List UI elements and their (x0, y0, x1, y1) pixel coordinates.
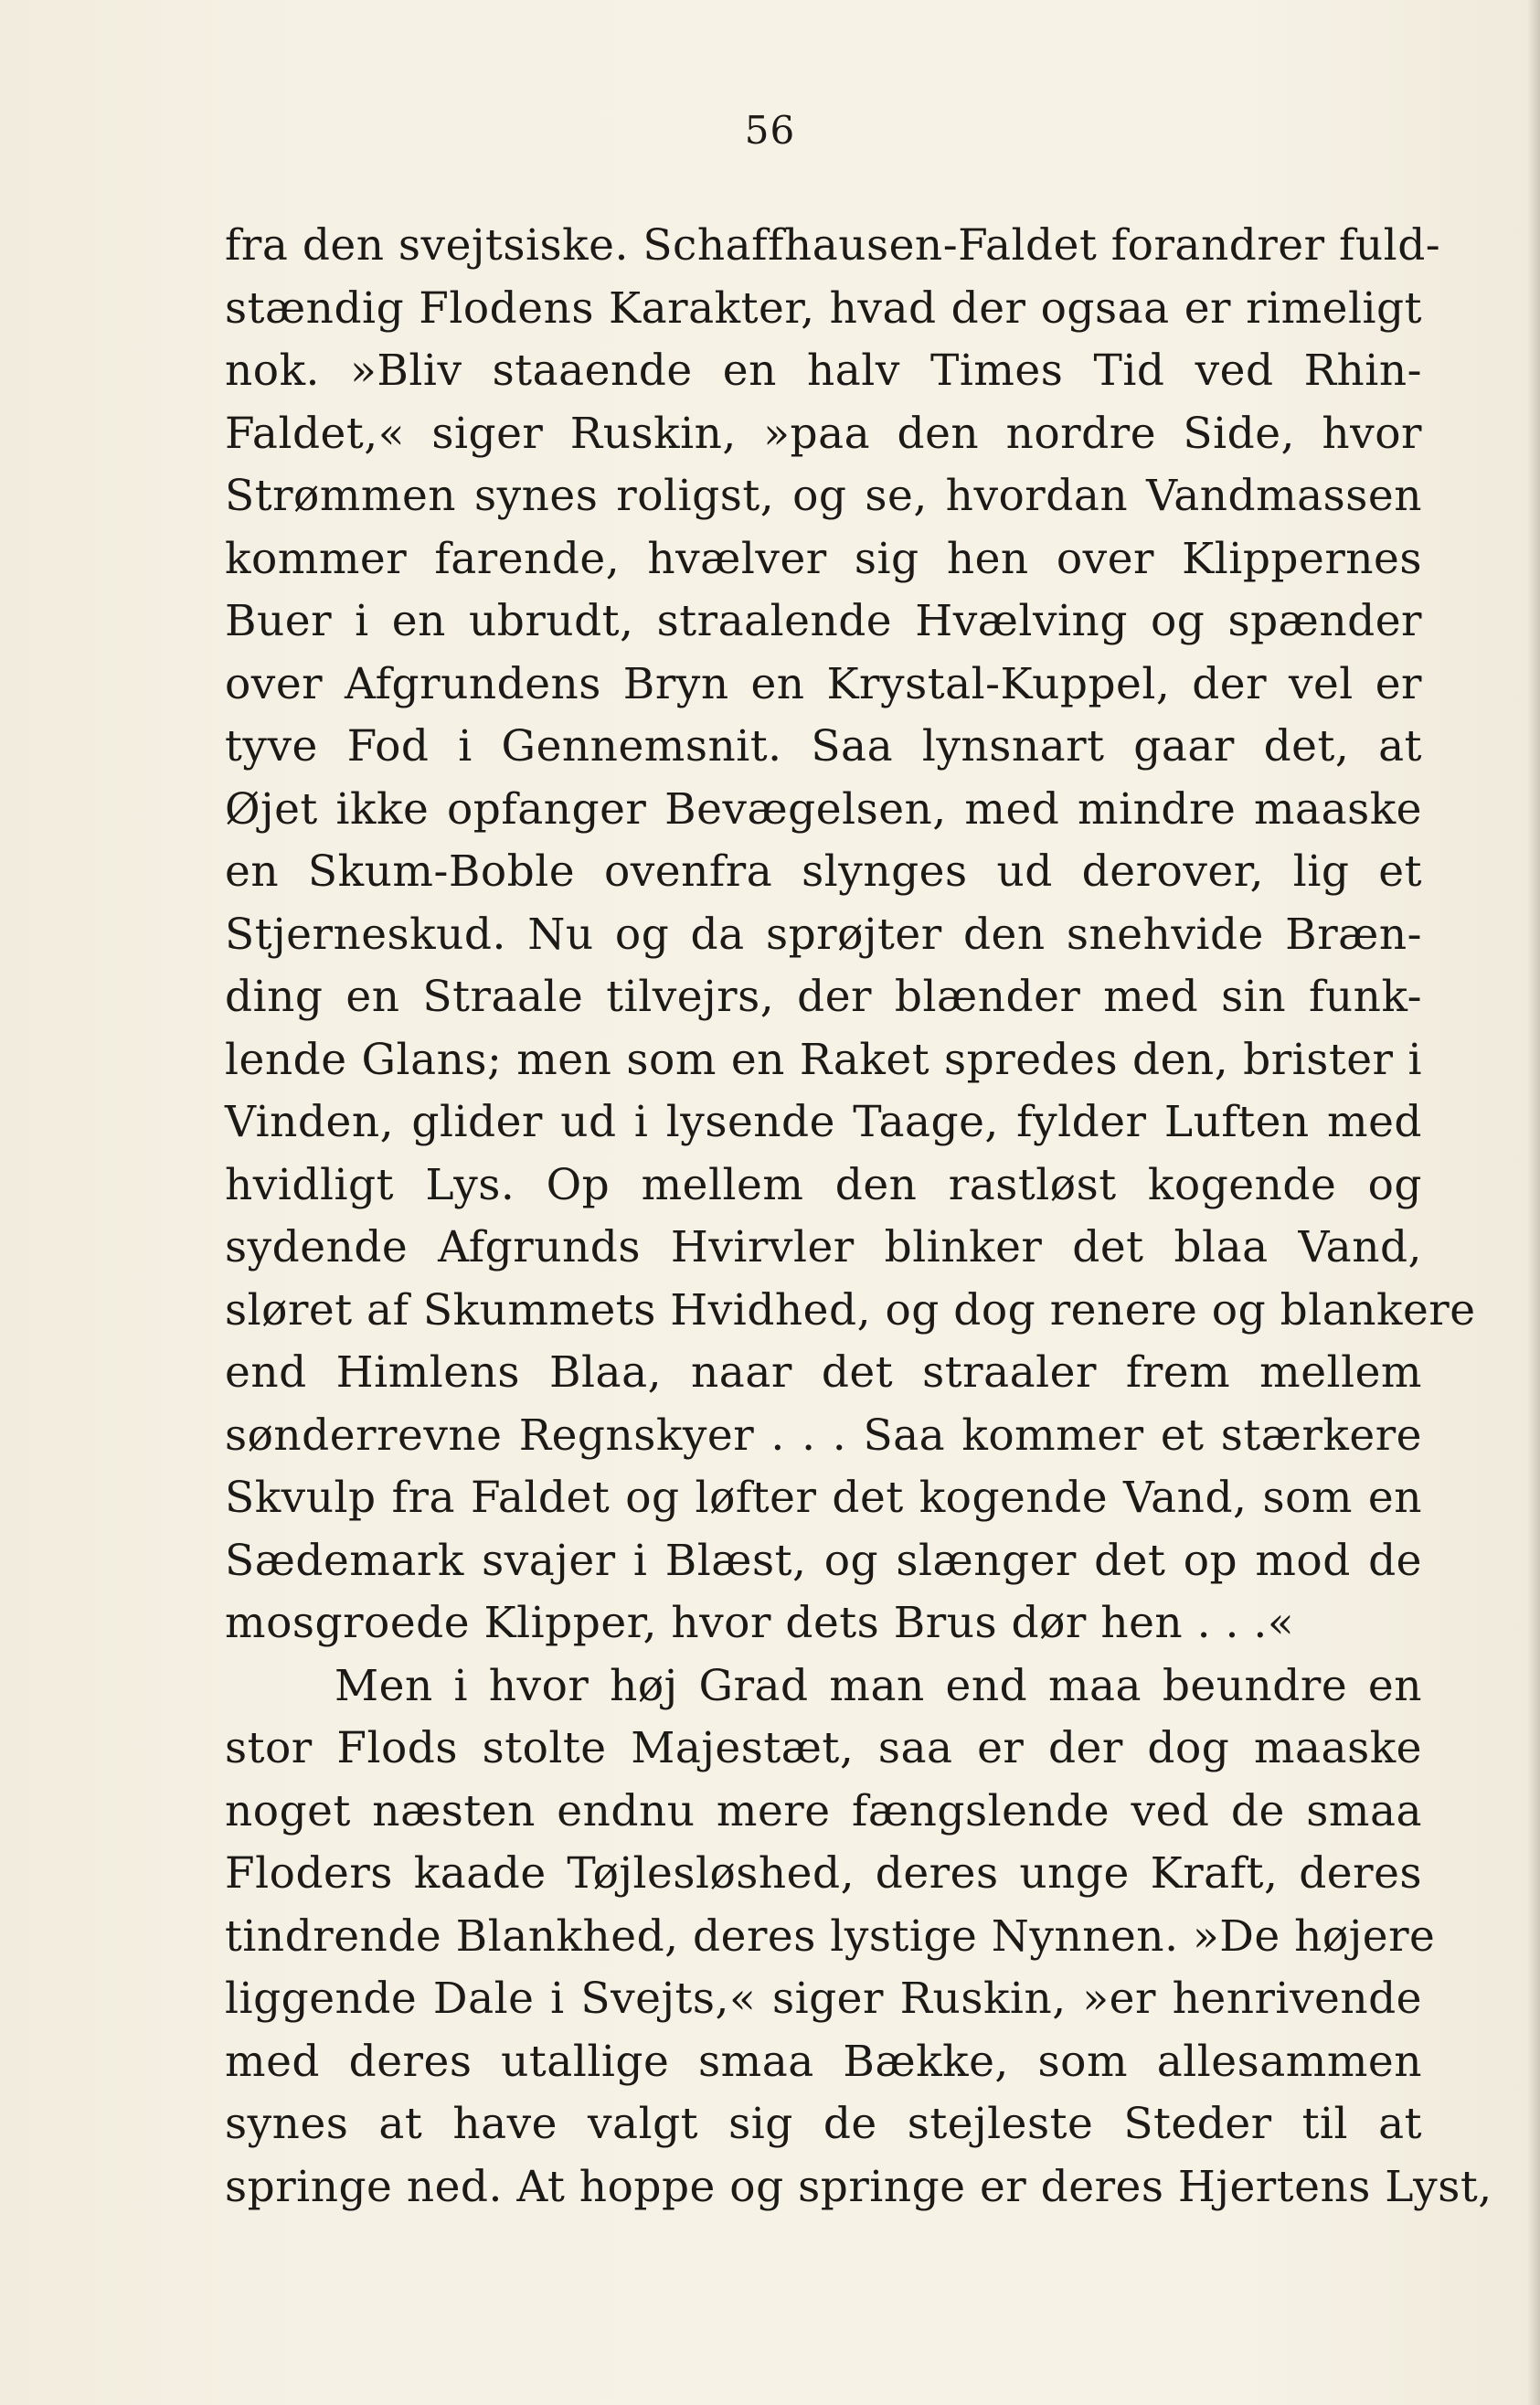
text-line: tyve Fod i Gennemsnit. Saa lynsnart gaar det, at (225, 721, 1422, 772)
text-line: tindrende Blankhed, deres lystige Nynnen. »De højere (225, 1910, 1436, 1962)
text-line: stor Flods stolte Majestæt, saa er der dog maaske (225, 1723, 1422, 1773)
text-line: Strømmen synes roligst, og se, hvordan Vandmassen (225, 471, 1422, 521)
text-line: end Himlens Blaa, naar det straaler frem mellem (225, 1347, 1422, 1398)
text-line: Øjet ikke opfanger Bevægelsen, med mindre maaske (225, 783, 1422, 835)
text-line: sløret af Skummets Hvidhed, og dog renere og blankere (225, 1284, 1476, 1336)
text-line: lende Glans; men som en Raket spredes den, brister i (225, 1034, 1422, 1085)
text-line: Stjerneskud. Nu og da sprøjter den snehvide Bræn- (225, 909, 1422, 960)
text-line: fra den svejtsiske. Schaffhausen-Faldet forandrer fuld- (225, 220, 1441, 271)
text-line: springe ned. At hoppe og springe er deres Hjertens Lyst, (225, 2161, 1492, 2212)
text-line: Vinden, glider ud i lysende Taage, fylder Luften med (225, 1097, 1422, 1147)
page-edge-shadow (1527, 0, 1540, 2405)
page-number: 56 (744, 108, 796, 153)
text-line: nok. »Bliv staaende en halv Times Tid ved Rhin- (225, 346, 1422, 396)
text-line: stændig Flodens Karakter, hvad der ogsaa er rimeligt (225, 282, 1422, 334)
text-line: noget næsten endnu mere fængslende ved de smaa (225, 1785, 1422, 1836)
paragraph-start-line: Men i hvor høj Grad man end maa beundre en (335, 1660, 1422, 1711)
paragraph-end-line: mosgroede Klipper, hvor dets Brus dør hen . . .« (225, 1598, 1295, 1648)
text-line: Floders kaade Tøjlesløshed, deres unge Kraft, deres (225, 1848, 1422, 1899)
body-text (225, 215, 1492, 2219)
text-line: ding en Straale tilvejrs, der blænder med sin funk- (225, 972, 1422, 1022)
text-line: Buer i en ubrudt, straalende Hvælving og spænder (225, 596, 1422, 646)
text-line: Skvulp fra Faldet og løfter det kogende Vand, som en (225, 1473, 1422, 1523)
text-line: sydende Afgrunds Hvirvler blinker det blaa Vand, (225, 1222, 1422, 1272)
text-line: over Afgrundens Bryn en Krystal-Kuppel, der vel er (225, 658, 1422, 709)
text-line: en Skum-Boble ovenfra slynges ud derover, lig et (225, 846, 1422, 897)
text-line: hvidligt Lys. Op mellem den rastløst kogende og (225, 1159, 1422, 1210)
text-line: Sædemark svajer i Blæst, og slænger det op mod de (225, 1535, 1422, 1586)
text-line: liggende Dale i Svejts,« siger Ruskin, »er henrivende (225, 1974, 1422, 2024)
text-line: synes at have valgt sig de stejleste Steder til at (225, 2099, 1422, 2149)
text-line: sønderrevne Regnskyer . . . Saa kommer et stærkere (225, 1410, 1422, 1461)
text-line: Faldet,« siger Ruskin, »paa den nordre Side, hvor (225, 408, 1422, 459)
text-line: kommer farende, hvælver sig hen over Klippernes (225, 533, 1422, 584)
text-line: med deres utallige smaa Bække, som allesammen (225, 2036, 1422, 2087)
